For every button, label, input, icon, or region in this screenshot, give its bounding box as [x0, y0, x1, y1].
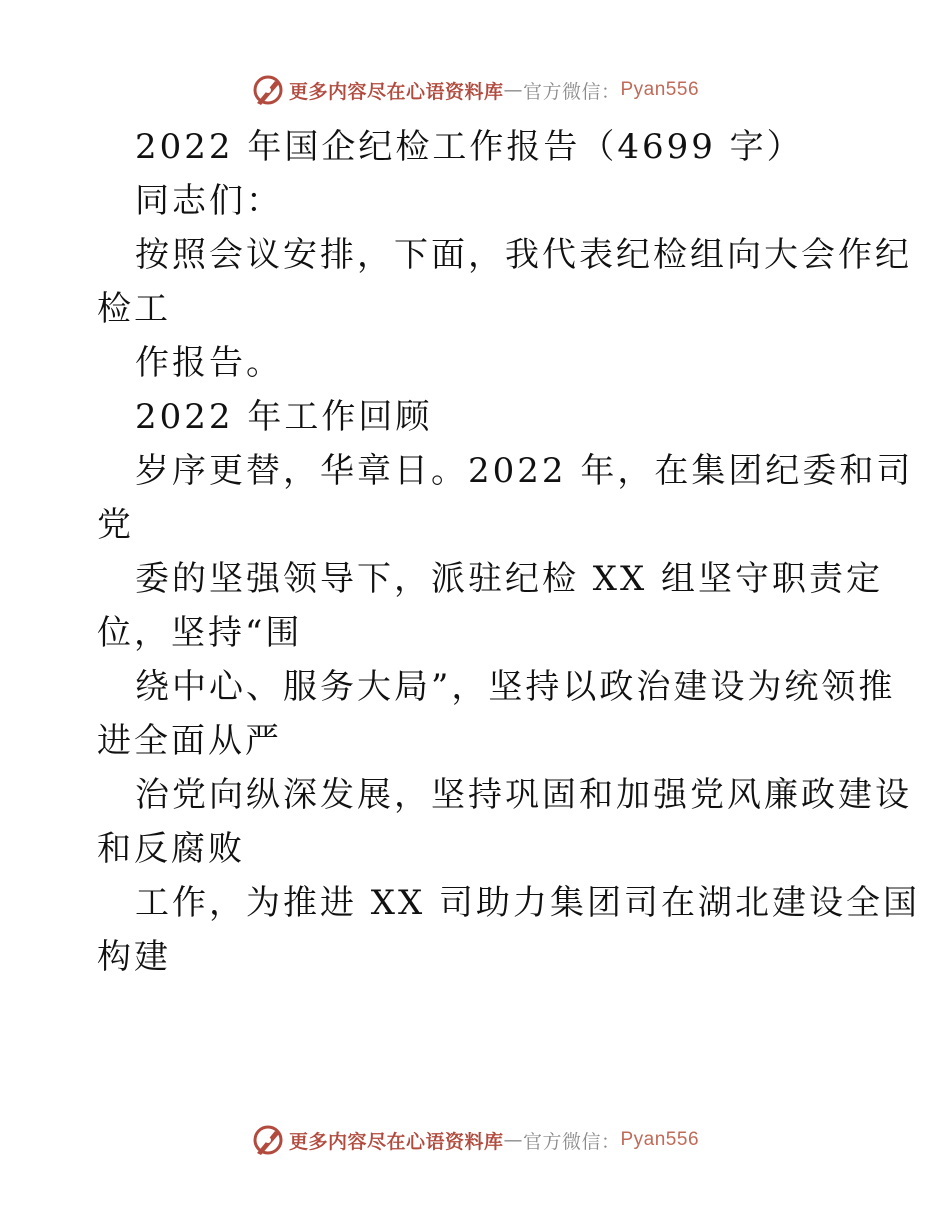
paragraph-line: 岁序更替，华章日。2022 年，在集团纪委和司 [135, 451, 914, 491]
banner-dash: — [503, 79, 523, 101]
paragraph-line: 和反腐败 [97, 829, 245, 869]
banner-wechat-id: Pyan556 [620, 1129, 700, 1150]
banner-library-text: 更多内容尽在心语资料库 [288, 1130, 504, 1153]
paragraph-line: 检工 [97, 289, 171, 329]
banner-wechat-label: 官方微信： [522, 80, 621, 103]
banner-library-text: 更多内容尽在心语资料库 [288, 80, 504, 103]
pen-circle-logo-icon [251, 1123, 285, 1157]
paragraph-line: 委的坚强领导下，派驻纪检 XX 组坚守职责定 [135, 559, 884, 599]
paragraph-line: 按照会议安排，下面，我代表纪检组向大会作纪 [135, 235, 912, 275]
header-watermark-banner [0, 70, 950, 110]
paragraph-line: 构建 [97, 937, 171, 977]
pen-circle-logo-icon [251, 73, 285, 107]
document-body [97, 120, 921, 984]
banner-dash: — [503, 1129, 523, 1151]
paragraph-line: 绕中心、服务大局”，坚持以政治建设为统领推 [135, 667, 896, 707]
paragraph-line: 2022 年工作回顾 [135, 397, 433, 437]
paragraph-line: 同志们： [135, 181, 283, 221]
paragraph-line: 工作，为推进 XX 司助力集团司在湖北建设全国 [135, 883, 921, 923]
banner-wechat-label: 官方微信： [522, 1130, 621, 1153]
banner-wechat-id: Pyan556 [620, 79, 700, 100]
paragraph-line: 治党向纵深发展，坚持巩固和加强党风廉政建设 [135, 775, 912, 815]
footer-watermark-banner [0, 1120, 950, 1160]
paragraph-line: 进全面从严 [97, 721, 282, 761]
paragraph-line: 作报告。 [135, 343, 283, 383]
paragraph-line: 2022 年国企纪检工作报告（4699 字） [135, 127, 804, 167]
paragraph-line: 党 [97, 505, 134, 545]
paragraph-line: 位，坚持“围 [97, 613, 303, 653]
